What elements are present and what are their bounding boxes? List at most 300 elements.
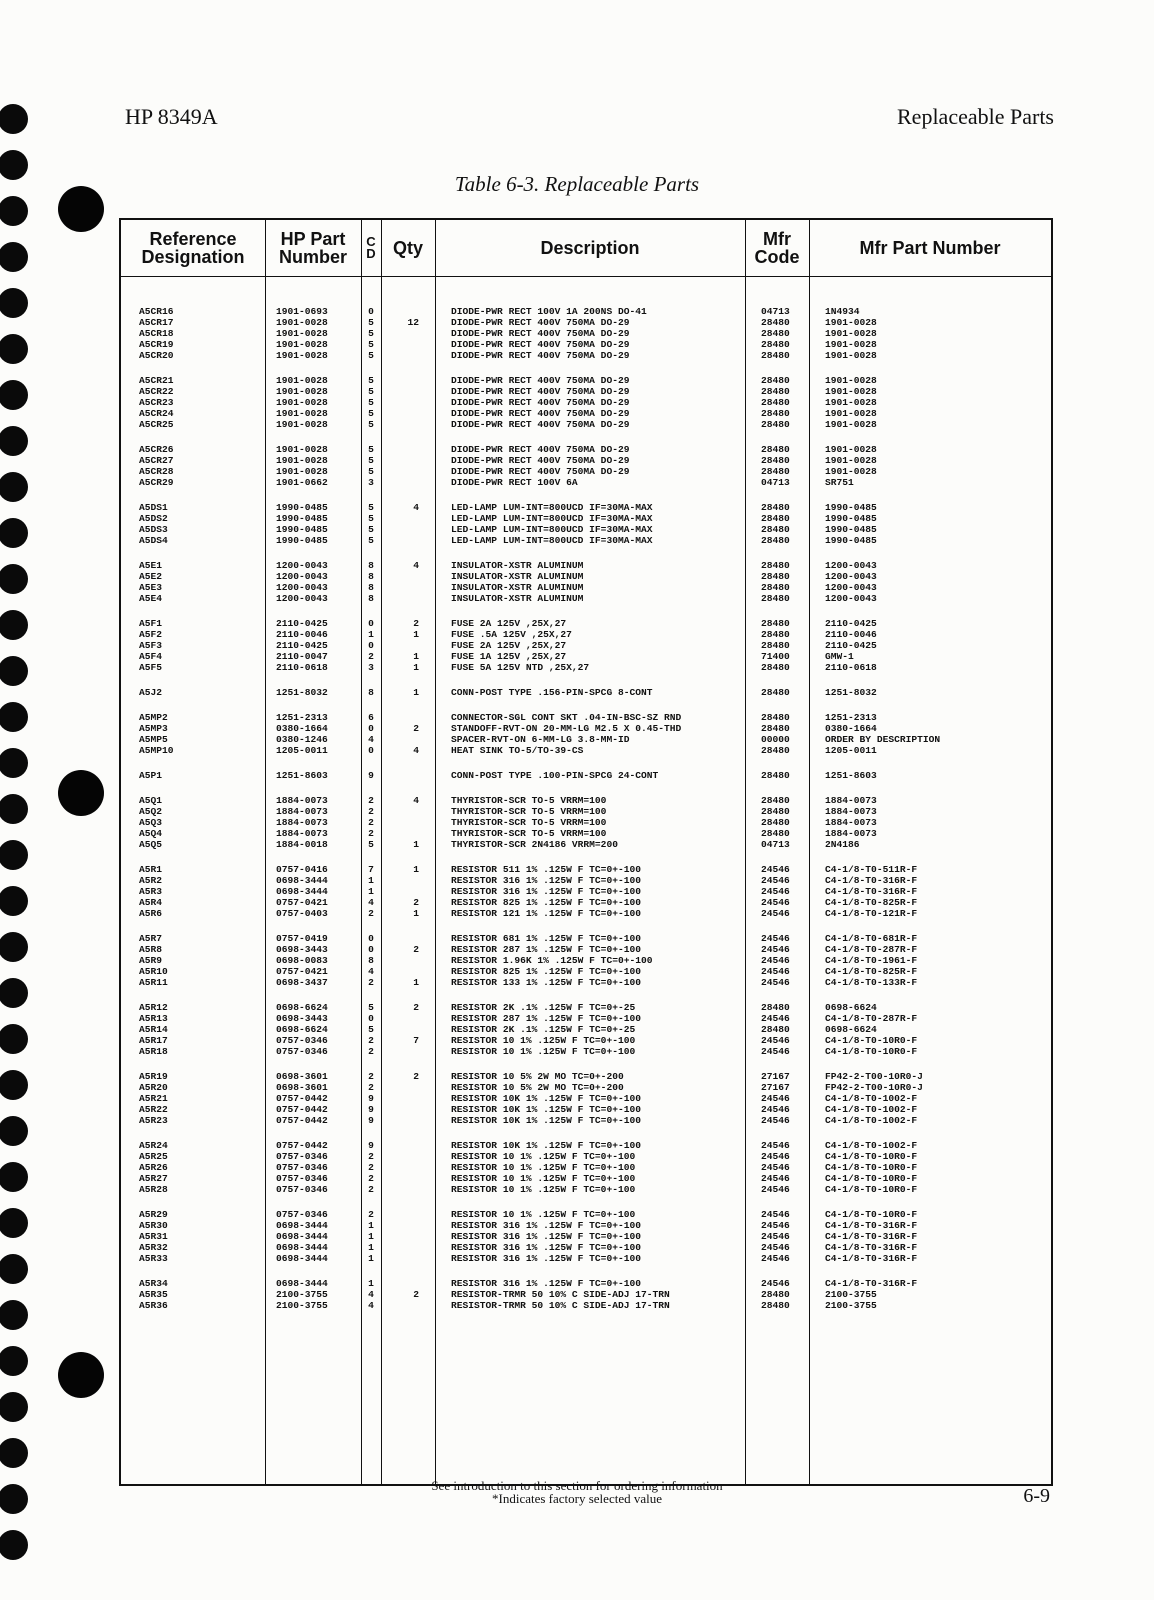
- cell-mfr: 28480: [761, 1300, 790, 1311]
- cell-qty: [381, 955, 435, 966]
- cell-mpn: 1200-0043: [825, 593, 877, 604]
- cell-ref: A5CR27: [139, 455, 174, 466]
- cell-mpn: 1205-0011: [825, 745, 877, 756]
- table-row: [121, 339, 1051, 350]
- cell-qty: [381, 350, 435, 361]
- cell-cd: 3: [368, 477, 374, 488]
- table-row: [121, 1278, 1051, 1289]
- cell-cd: 0: [368, 944, 374, 955]
- cell-ref: A5R13: [139, 1013, 168, 1024]
- cell-desc: RESISTOR 2K .1% .125W F TC=0+-25: [451, 1002, 636, 1013]
- cell-cd: 9: [368, 770, 374, 781]
- cell-hp: 1990-0485: [276, 524, 328, 535]
- cell-ref: A5F5: [139, 662, 163, 673]
- cell-ref: A5R32: [139, 1242, 168, 1253]
- cell-cd: 2: [368, 1209, 374, 1220]
- cell-ref: A5DS2: [139, 513, 168, 524]
- cell-desc: THYRISTOR-SCR TO-5 VRRM=100: [451, 817, 607, 828]
- cell-mpn: 0698-6624: [825, 1002, 877, 1013]
- cell-mfr: 27167: [761, 1071, 790, 1082]
- cell-desc: RESISTOR 316 1% .125W F TC=0+-100: [451, 875, 641, 886]
- cell-hp: 0698-3444: [276, 1253, 328, 1264]
- cell-hp: 2100-3755: [276, 1289, 328, 1300]
- cell-mfr: 24546: [761, 908, 790, 919]
- cell-cd: 2: [368, 817, 374, 828]
- cell-desc: RESISTOR 10 1% .125W F TC=0+-100: [451, 1162, 636, 1173]
- col-header-reference: Reference Designation: [141, 229, 245, 267]
- col-header-mfr-code: Mfr Code: [754, 229, 800, 267]
- cell-desc: RESISTOR 1.96K 1% .125W F TC=0+-100: [451, 955, 653, 966]
- cell-qty: [381, 339, 435, 350]
- cell-mfr: 24546: [761, 1253, 790, 1264]
- cell-qty: [381, 1013, 435, 1024]
- cell-hp: 0757-0442: [276, 1104, 328, 1115]
- cell-hp: 0757-0346: [276, 1209, 328, 1220]
- cell-desc: RESISTOR-TRMR 50 10% C SIDE-ADJ 17-TRN: [451, 1289, 670, 1300]
- cell-ref: A5R20: [139, 1082, 168, 1093]
- cell-ref: A5E1: [139, 560, 163, 571]
- cell-mpn: C4-1/8-T0-316R-F: [825, 1253, 918, 1264]
- table-row: [121, 593, 1051, 604]
- table-row: [121, 1289, 1051, 1300]
- cell-mfr: 24546: [761, 1151, 790, 1162]
- cell-hp: 0757-0421: [276, 966, 328, 977]
- table-row: [121, 1046, 1051, 1057]
- table-row: [121, 386, 1051, 397]
- cell-desc: FUSE 1A 125V ,25X,27: [451, 651, 567, 662]
- col-header-description: Description: [540, 238, 640, 258]
- cell-qty: [381, 1278, 435, 1289]
- cell-cd: 1: [368, 1278, 374, 1289]
- cell-hp: 0698-3444: [276, 1220, 328, 1231]
- cell-cd: 1: [368, 1253, 374, 1264]
- cell-mpn: 1251-8603: [825, 770, 877, 781]
- cell-desc: RESISTOR 681 1% .125W F TC=0+-100: [451, 933, 641, 944]
- table-row: [121, 1071, 1051, 1082]
- table-row: [121, 397, 1051, 408]
- table-row: [121, 712, 1051, 723]
- table-row: [121, 723, 1051, 734]
- row-group: [121, 712, 1051, 756]
- cell-mpn: C4-1/8-T0-10R0-F: [825, 1151, 918, 1162]
- cell-cd: 0: [368, 640, 374, 651]
- cell-desc: DIODE-PWR RECT 100V 6A: [451, 477, 578, 488]
- cell-hp: 0757-0442: [276, 1115, 328, 1126]
- cell-mfr: 28480: [761, 466, 790, 477]
- cell-mfr: 28480: [761, 535, 790, 546]
- cell-ref: A5R3: [139, 886, 163, 897]
- cell-mfr: 24546: [761, 1093, 790, 1104]
- cell-mfr: 28480: [761, 455, 790, 466]
- cell-ref: A5P1: [139, 770, 163, 781]
- table-row: [121, 770, 1051, 781]
- page-footer: [0, 1479, 1154, 1505]
- cell-ref: A5R30: [139, 1220, 168, 1231]
- cell-cd: 5: [368, 839, 374, 850]
- cell-qty: [381, 1046, 435, 1057]
- cell-hp: 1884-0073: [276, 806, 328, 817]
- cell-cd: 2: [368, 1035, 374, 1046]
- table-row: [121, 1082, 1051, 1093]
- cell-qty: [381, 1115, 435, 1126]
- table-row: [121, 875, 1051, 886]
- cell-cd: 5: [368, 386, 374, 397]
- cell-ref: A5DS1: [139, 502, 168, 513]
- cell-mpn: 2110-0046: [825, 629, 877, 640]
- cell-desc: HEAT SINK TO-5/TO-39-CS: [451, 745, 584, 756]
- cell-cd: 5: [368, 1002, 374, 1013]
- cell-cd: 2: [368, 651, 374, 662]
- cell-mpn: C4-1/8-T0-287R-F: [825, 944, 918, 955]
- cell-cd: 0: [368, 1013, 374, 1024]
- table-row: [121, 375, 1051, 386]
- cell-desc: CONN-POST TYPE .100-PIN-SPCG 24-CONT: [451, 770, 659, 781]
- table-row: [121, 1035, 1051, 1046]
- cell-mpn: C4-1/8-T0-825R-F: [825, 897, 918, 908]
- cell-mfr: 28480: [761, 350, 790, 361]
- table-row: [121, 1013, 1051, 1024]
- cell-mfr: 28480: [761, 524, 790, 535]
- cell-qty: [381, 306, 435, 317]
- cell-ref: A5MP5: [139, 734, 168, 745]
- cell-hp: 1200-0043: [276, 560, 328, 571]
- cell-desc: RESISTOR 10 1% .125W F TC=0+-100: [451, 1151, 636, 1162]
- cell-mfr: 28480: [761, 502, 790, 513]
- table-row: [121, 795, 1051, 806]
- cell-hp: 0698-3444: [276, 1231, 328, 1242]
- cell-hp: 0757-0421: [276, 897, 328, 908]
- cell-mfr: 24546: [761, 1140, 790, 1151]
- cell-cd: 2: [368, 1082, 374, 1093]
- cell-hp: 0698-6624: [276, 1024, 328, 1035]
- cell-hp: 1901-0028: [276, 455, 328, 466]
- cell-mfr: 04713: [761, 477, 790, 488]
- cell-mpn: 1N4934: [825, 306, 860, 317]
- row-group: [121, 444, 1051, 488]
- cell-mpn: 1200-0043: [825, 582, 877, 593]
- table-row: [121, 502, 1051, 513]
- cell-desc: RESISTOR 825 1% .125W F TC=0+-100: [451, 897, 641, 908]
- cell-hp: 1205-0011: [276, 745, 328, 756]
- cell-mfr: 24546: [761, 1162, 790, 1173]
- col-header-cd: C D: [366, 234, 376, 261]
- cell-mfr: 28480: [761, 317, 790, 328]
- cell-desc: DIODE-PWR RECT 400V 750MA DO-29: [451, 375, 630, 386]
- cell-desc: RESISTOR 316 1% .125W F TC=0+-100: [451, 1253, 641, 1264]
- cell-mpn: C4-1/8-T0-10R0-F: [825, 1173, 918, 1184]
- cell-hp: 1990-0485: [276, 502, 328, 513]
- cell-qty: [381, 712, 435, 723]
- cell-mfr: 71400: [761, 651, 790, 662]
- cell-mpn: 1884-0073: [825, 817, 877, 828]
- parts-table: [119, 218, 1053, 1486]
- cell-cd: 8: [368, 560, 374, 571]
- table-row: [121, 897, 1051, 908]
- table-row: [121, 1002, 1051, 1013]
- cell-cd: 6: [368, 712, 374, 723]
- cell-ref: A5MP3: [139, 723, 168, 734]
- cell-mpn: C4-1/8-T0-10R0-F: [825, 1209, 918, 1220]
- cell-qty: [381, 828, 435, 839]
- row-group: [121, 864, 1051, 919]
- table-row: [121, 1242, 1051, 1253]
- cell-ref: A5Q4: [139, 828, 163, 839]
- cell-mpn: 1200-0043: [825, 560, 877, 571]
- table-row: [121, 734, 1051, 745]
- cell-mfr: 28480: [761, 375, 790, 386]
- table-row: [121, 640, 1051, 651]
- cell-ref: A5F3: [139, 640, 163, 651]
- cell-mpn: C4-1/8-T0-10R0-F: [825, 1035, 918, 1046]
- cell-qty: [381, 1162, 435, 1173]
- cell-cd: 9: [368, 1115, 374, 1126]
- cell-hp: 0757-0346: [276, 1173, 328, 1184]
- cell-mfr: 28480: [761, 419, 790, 430]
- cell-qty: [381, 477, 435, 488]
- table-row: [121, 444, 1051, 455]
- cell-cd: 2: [368, 1162, 374, 1173]
- cell-desc: RESISTOR 316 1% .125W F TC=0+-100: [451, 886, 641, 897]
- cell-mfr: 24546: [761, 897, 790, 908]
- cell-ref: A5R14: [139, 1024, 168, 1035]
- cell-qty: [381, 397, 435, 408]
- cell-ref: A5R31: [139, 1231, 168, 1242]
- cell-cd: 1: [368, 629, 374, 640]
- table-row: [121, 1231, 1051, 1242]
- cell-desc: RESISTOR 825 1% .125W F TC=0+-100: [451, 966, 641, 977]
- cell-hp: 2110-0618: [276, 662, 328, 673]
- cell-mpn: 1990-0485: [825, 513, 877, 524]
- cell-mfr: 24546: [761, 1173, 790, 1184]
- table-row: [121, 306, 1051, 317]
- col-header-mfr-part-number: Mfr Part Number: [859, 238, 1001, 258]
- cell-mpn: C4-1/8-T0-1002-F: [825, 1093, 918, 1104]
- cell-cd: 4: [368, 1300, 374, 1311]
- cell-desc: FUSE .5A 125V ,25X,27: [451, 629, 572, 640]
- cell-cd: 0: [368, 306, 374, 317]
- table-row: [121, 933, 1051, 944]
- cell-desc: RESISTOR 121 1% .125W F TC=0+-100: [451, 908, 641, 919]
- cell-qty: 4: [413, 745, 419, 756]
- cell-ref: A5CR29: [139, 477, 174, 488]
- row-group: [121, 306, 1051, 361]
- cell-ref: A5R7: [139, 933, 163, 944]
- cell-hp: 1901-0028: [276, 397, 328, 408]
- cell-qty: 1: [413, 629, 419, 640]
- cell-qty: [381, 593, 435, 604]
- cell-ref: A5CR16: [139, 306, 174, 317]
- table-row: [121, 1024, 1051, 1035]
- cell-ref: A5R10: [139, 966, 168, 977]
- cell-cd: 4: [368, 1289, 374, 1300]
- cell-qty: [381, 524, 435, 535]
- cell-cd: 2: [368, 828, 374, 839]
- cell-mfr: 24546: [761, 1046, 790, 1057]
- cell-cd: 5: [368, 408, 374, 419]
- cell-mfr: 28480: [761, 712, 790, 723]
- cell-hp: 1200-0043: [276, 582, 328, 593]
- cell-desc: RESISTOR 287 1% .125W F TC=0+-100: [451, 1013, 641, 1024]
- cell-hp: 0698-6624: [276, 1002, 328, 1013]
- cell-mpn: C4-1/8-T0-316R-F: [825, 1220, 918, 1231]
- table-row: [121, 477, 1051, 488]
- cell-ref: A5CR18: [139, 328, 174, 339]
- table-row: [121, 1184, 1051, 1195]
- cell-desc: RESISTOR 10 1% .125W F TC=0+-100: [451, 1173, 636, 1184]
- cell-ref: A5R2: [139, 875, 163, 886]
- cell-cd: 5: [368, 350, 374, 361]
- cell-mfr: 24546: [761, 1184, 790, 1195]
- cell-mpn: 2N4186: [825, 839, 860, 850]
- cell-mfr: 28480: [761, 662, 790, 673]
- cell-ref: A5CR19: [139, 339, 174, 350]
- cell-cd: 4: [368, 734, 374, 745]
- table-row: [121, 1151, 1051, 1162]
- cell-mpn: C4-1/8-T0-825R-F: [825, 966, 918, 977]
- cell-mpn: 1901-0028: [825, 386, 877, 397]
- cell-mpn: 1901-0028: [825, 408, 877, 419]
- cell-ref: A5CR21: [139, 375, 174, 386]
- cell-qty: [381, 1140, 435, 1151]
- cell-ref: A5DS4: [139, 535, 168, 546]
- table-row: [121, 1140, 1051, 1151]
- cell-mpn: 1990-0485: [825, 502, 877, 513]
- cell-qty: 7: [413, 1035, 419, 1046]
- cell-hp: 0757-0346: [276, 1035, 328, 1046]
- cell-desc: RESISTOR 287 1% .125W F TC=0+-100: [451, 944, 641, 955]
- table-row: [121, 1115, 1051, 1126]
- cell-hp: 1901-0693: [276, 306, 328, 317]
- table-row: [121, 1253, 1051, 1264]
- cell-qty: [381, 1093, 435, 1104]
- cell-qty: [381, 966, 435, 977]
- cell-ref: A5F4: [139, 651, 163, 662]
- cell-qty: 1: [413, 864, 419, 875]
- cell-hp: 0757-0346: [276, 1184, 328, 1195]
- cell-mpn: FP42-2-T00-10R0-J: [825, 1082, 923, 1093]
- row-group: [121, 1140, 1051, 1195]
- table-row: [121, 317, 1051, 328]
- cell-desc: RESISTOR 316 1% .125W F TC=0+-100: [451, 1231, 641, 1242]
- cell-desc: RESISTOR 10 1% .125W F TC=0+-100: [451, 1184, 636, 1195]
- cell-ref: A5R21: [139, 1093, 168, 1104]
- cell-hp: 0698-3444: [276, 886, 328, 897]
- cell-mpn: C4-1/8-T0-10R0-F: [825, 1046, 918, 1057]
- cell-hp: 1251-8032: [276, 687, 328, 698]
- cell-cd: 8: [368, 571, 374, 582]
- cell-hp: 0757-0442: [276, 1093, 328, 1104]
- cell-ref: A5CR26: [139, 444, 174, 455]
- cell-mpn: C4-1/8-T0-133R-F: [825, 977, 918, 988]
- cell-hp: 1884-0073: [276, 828, 328, 839]
- page-number: 6-9: [1023, 1485, 1050, 1507]
- binder-holes: [0, 0, 60, 1600]
- cell-qty: [381, 466, 435, 477]
- cell-hp: 1901-0028: [276, 386, 328, 397]
- cell-ref: A5R33: [139, 1253, 168, 1264]
- cell-ref: A5F2: [139, 629, 163, 640]
- cell-ref: A5CR23: [139, 397, 174, 408]
- cell-mpn: SR751: [825, 477, 854, 488]
- table-body: [121, 306, 1051, 1325]
- cell-cd: 8: [368, 582, 374, 593]
- table-row: [121, 944, 1051, 955]
- cell-mpn: 1901-0028: [825, 328, 877, 339]
- table-row: [121, 1162, 1051, 1173]
- cell-mfr: 28480: [761, 770, 790, 781]
- row-group: [121, 1278, 1051, 1311]
- cell-hp: 0757-0346: [276, 1162, 328, 1173]
- cell-desc: RESISTOR 10 5% 2W MO TC=0+-200: [451, 1071, 624, 1082]
- cell-qty: 2: [413, 897, 419, 908]
- cell-mpn: 1884-0073: [825, 806, 877, 817]
- cell-desc: RESISTOR 10 1% .125W F TC=0+-100: [451, 1209, 636, 1220]
- cell-mpn: 1901-0028: [825, 375, 877, 386]
- cell-mfr: 28480: [761, 571, 790, 582]
- cell-mpn: C4-1/8-T0-1002-F: [825, 1115, 918, 1126]
- cell-qty: [381, 1184, 435, 1195]
- cell-mpn: C4-1/8-T0-316R-F: [825, 1231, 918, 1242]
- row-group: [121, 770, 1051, 781]
- footnote-ordering: See introduction to this section for ordering information: [431, 1478, 723, 1493]
- cell-mfr: 24546: [761, 1242, 790, 1253]
- cell-desc: DIODE-PWR RECT 400V 750MA DO-29: [451, 328, 630, 339]
- cell-cd: 5: [368, 513, 374, 524]
- cell-cd: 5: [368, 444, 374, 455]
- cell-mpn: C4-1/8-T0-121R-F: [825, 908, 918, 919]
- cell-desc: THYRISTOR-SCR TO-5 VRRM=100: [451, 806, 607, 817]
- table-row: [121, 535, 1051, 546]
- cell-desc: SPACER-RVT-ON 6-MM-LG 3.8-MM-ID: [451, 734, 630, 745]
- cell-cd: 5: [368, 455, 374, 466]
- cell-hp: 0757-0403: [276, 908, 328, 919]
- cell-mpn: 1901-0028: [825, 339, 877, 350]
- cell-mfr: 28480: [761, 806, 790, 817]
- cell-desc: INSULATOR-XSTR ALUMINUM: [451, 560, 584, 571]
- cell-mfr: 28480: [761, 328, 790, 339]
- cell-mfr: 24546: [761, 1013, 790, 1024]
- cell-ref: A5E2: [139, 571, 163, 582]
- cell-ref: A5Q5: [139, 839, 163, 850]
- cell-hp: 2110-0425: [276, 618, 328, 629]
- cell-ref: A5F1: [139, 618, 163, 629]
- cell-desc: RESISTOR 10K 1% .125W F TC=0+-100: [451, 1093, 641, 1104]
- cell-ref: A5CR20: [139, 350, 174, 361]
- table-row: [121, 466, 1051, 477]
- cell-qty: 1: [413, 977, 419, 988]
- cell-ref: A5E3: [139, 582, 163, 593]
- table-row: [121, 419, 1051, 430]
- cell-desc: CONNECTOR-SGL CONT SKT .04-IN-BSC-SZ RND: [451, 712, 682, 723]
- cell-mpn: 1901-0028: [825, 466, 877, 477]
- cell-cd: 1: [368, 875, 374, 886]
- table-row: [121, 618, 1051, 629]
- cell-desc: DIODE-PWR RECT 400V 750MA DO-29: [451, 419, 630, 430]
- cell-mpn: 1884-0073: [825, 828, 877, 839]
- cell-ref: A5R22: [139, 1104, 168, 1115]
- cell-desc: INSULATOR-XSTR ALUMINUM: [451, 571, 584, 582]
- cell-mfr: 28480: [761, 386, 790, 397]
- cell-desc: RESISTOR-TRMR 50 10% C SIDE-ADJ 17-TRN: [451, 1300, 670, 1311]
- cell-desc: THYRISTOR-SCR TO-5 VRRM=100: [451, 828, 607, 839]
- cell-mfr: 28480: [761, 582, 790, 593]
- cell-desc: RESISTOR 10K 1% .125W F TC=0+-100: [451, 1115, 641, 1126]
- cell-mfr: 28480: [761, 687, 790, 698]
- cell-mfr: 24546: [761, 977, 790, 988]
- cell-cd: 2: [368, 795, 374, 806]
- cell-mpn: FP42-2-T00-10R0-J: [825, 1071, 923, 1082]
- cell-desc: RESISTOR 10 1% .125W F TC=0+-100: [451, 1035, 636, 1046]
